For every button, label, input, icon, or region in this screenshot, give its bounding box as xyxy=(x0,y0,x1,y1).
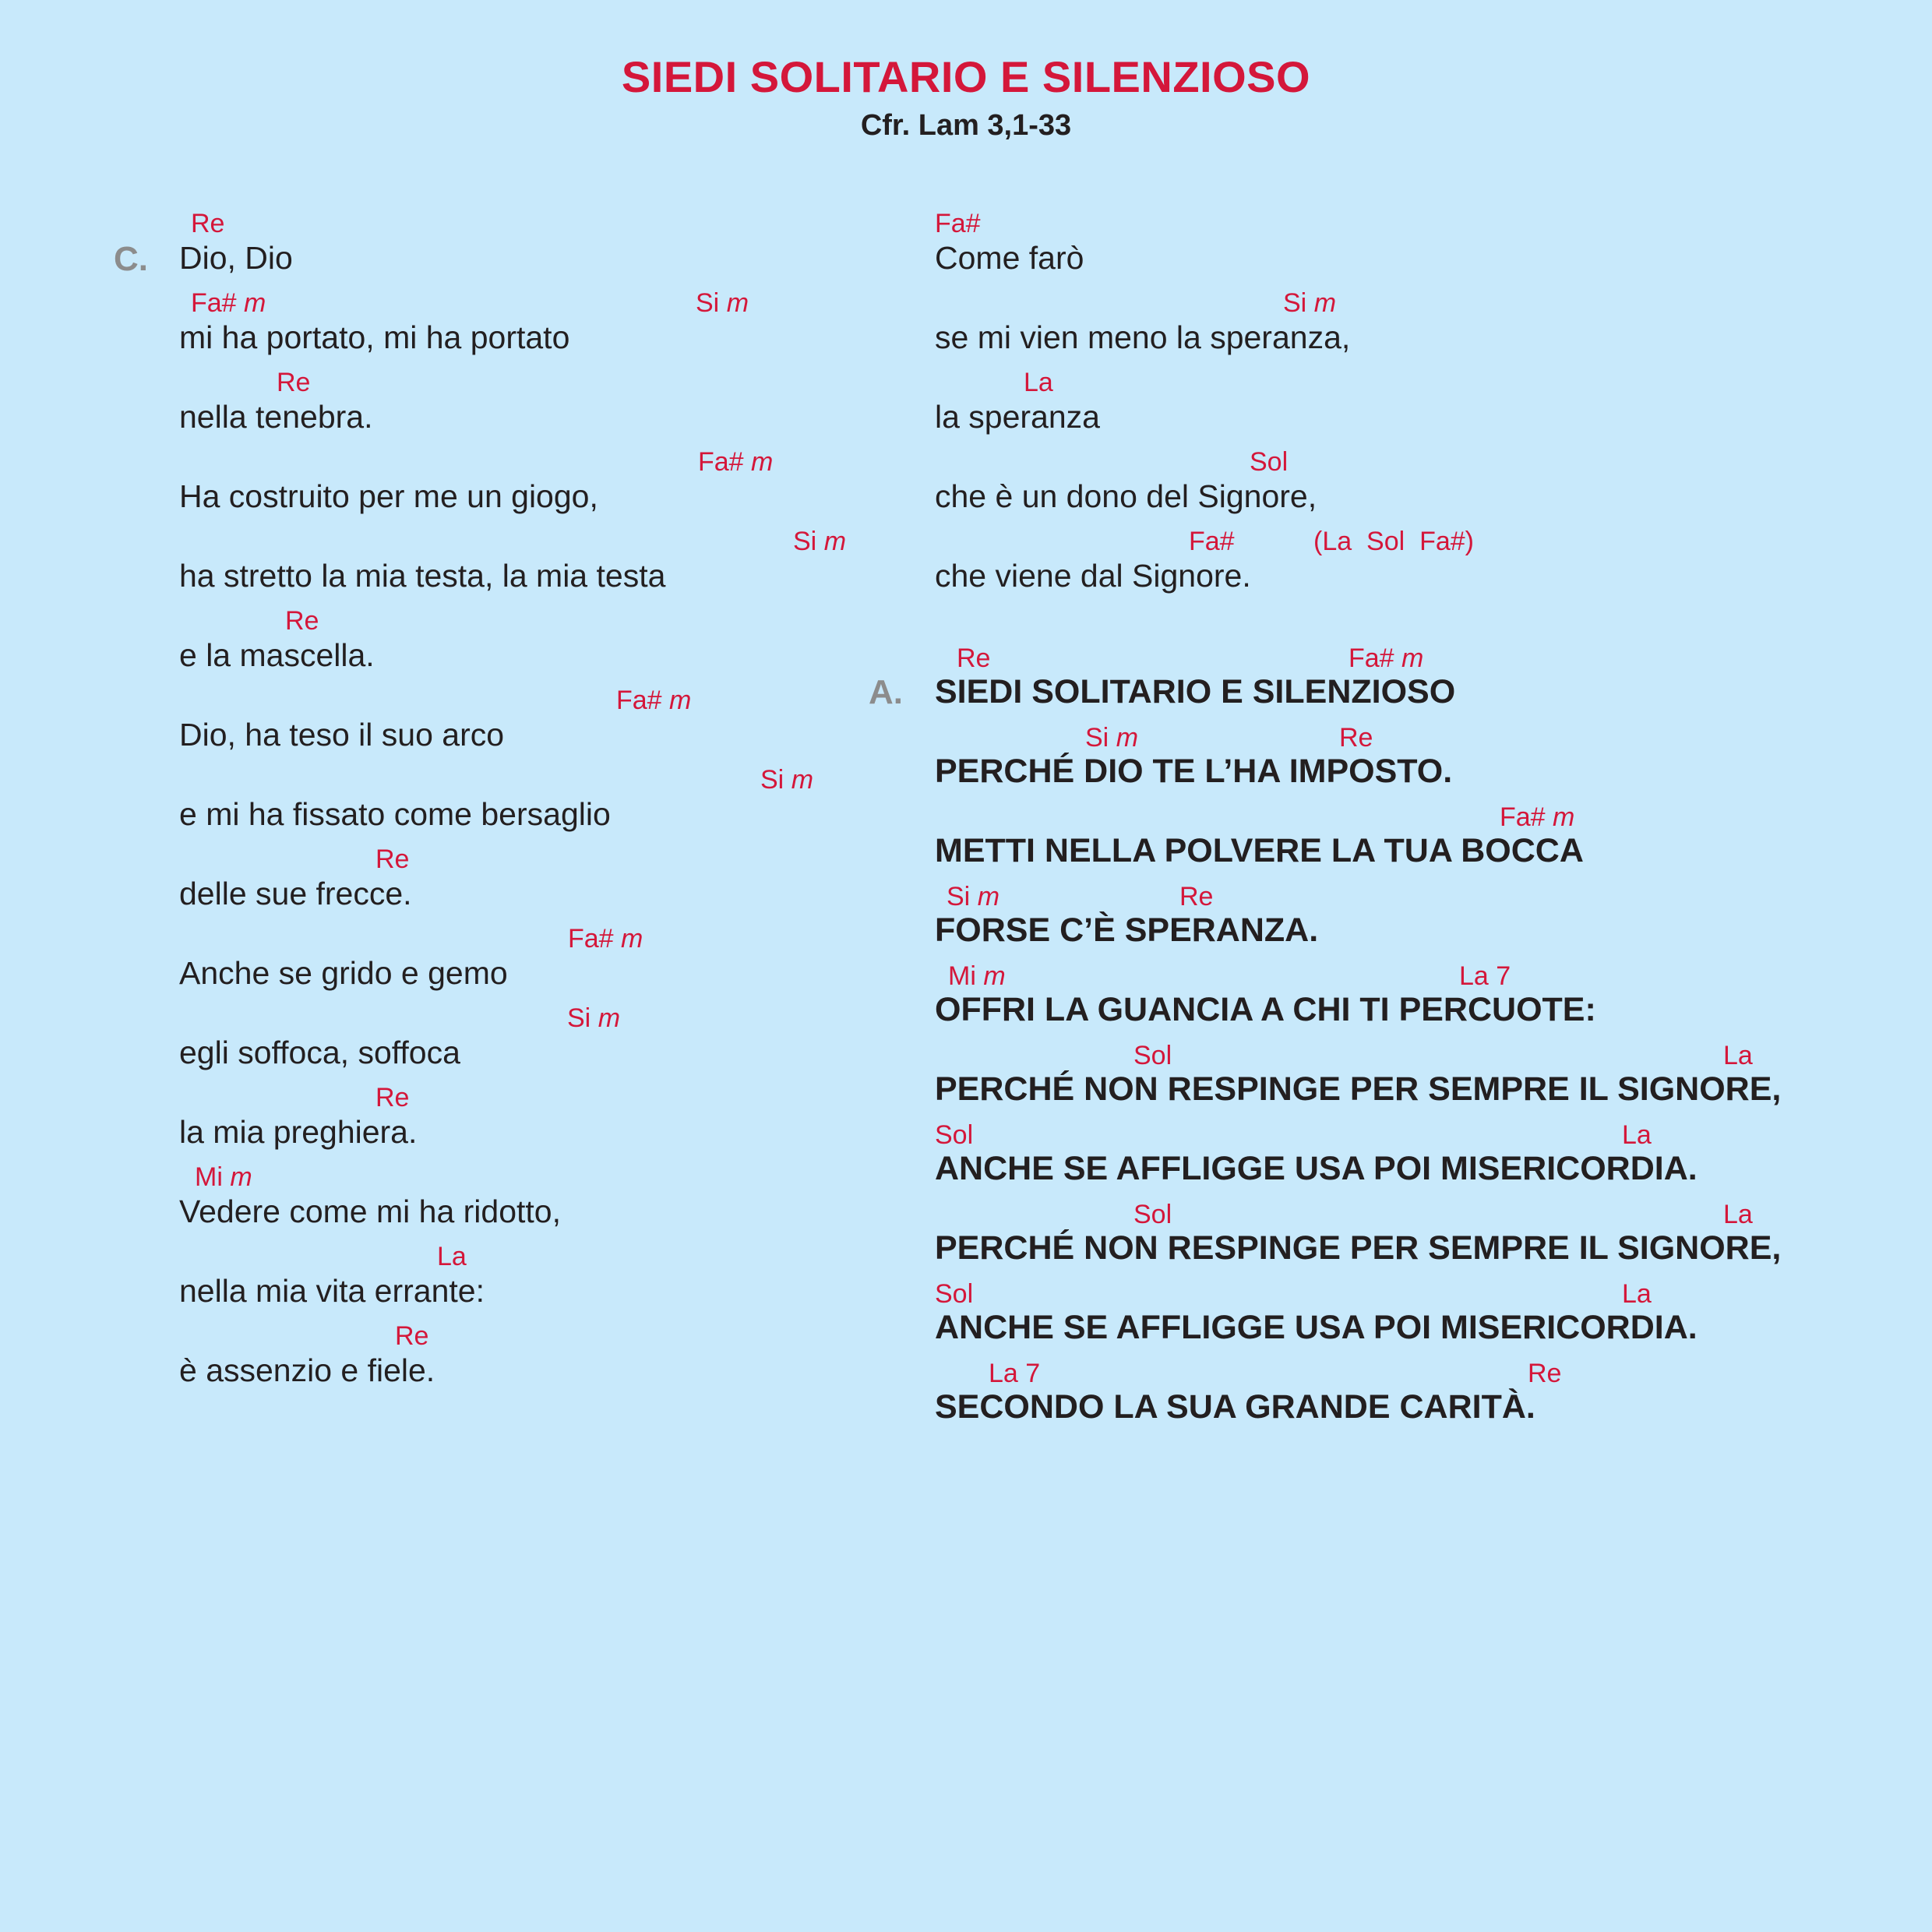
chord: Fa# m xyxy=(568,924,643,954)
chord: Si m xyxy=(760,765,814,795)
refrain-line: FORSE C’È SPERANZA. xyxy=(935,911,1319,949)
chord: Mi m xyxy=(948,961,1006,991)
chord: Sol xyxy=(935,1120,974,1150)
chord: Sol xyxy=(935,1279,974,1309)
chord: Re xyxy=(395,1321,429,1351)
lyric-line: la mia preghiera. xyxy=(179,1114,418,1150)
chord: Re xyxy=(375,844,410,874)
assembly-marker: A. xyxy=(869,673,903,711)
lyric-line: Dio, Dio xyxy=(179,240,293,276)
refrain-line: OFFRI LA GUANCIA A CHI TI PERCUOTE: xyxy=(935,991,1596,1028)
refrain-line: PERCHÉ NON RESPINGE PER SEMPRE IL SIGNORE, xyxy=(935,1070,1782,1108)
refrain-line: SIEDI SOLITARIO E SILENZIOSO xyxy=(935,673,1456,710)
chord: Re xyxy=(277,368,311,397)
chord: La xyxy=(1723,1041,1753,1070)
lyric-line: mi ha portato, mi ha portato xyxy=(179,319,570,355)
chord: Re xyxy=(191,209,225,238)
lyric-line: Anche se grido e gemo xyxy=(179,955,508,991)
chord: Re xyxy=(1528,1359,1562,1388)
refrain-line: SECONDO LA SUA GRANDE CARITÀ. xyxy=(935,1388,1535,1426)
lyric-line: Come farò xyxy=(935,240,1084,276)
refrain-line: ANCHE SE AFFLIGGE USA POI MISERICORDIA. xyxy=(935,1150,1698,1187)
chord: Si m xyxy=(1283,288,1337,318)
cantor-marker: C. xyxy=(114,240,148,278)
chord: Mi m xyxy=(195,1162,252,1192)
chord: Si m xyxy=(1085,723,1139,753)
refrain-line: PERCHÉ DIO TE L’HA IMPOSTO. xyxy=(935,753,1453,790)
chord: Fa# xyxy=(935,209,981,238)
chord: Re xyxy=(375,1083,410,1112)
chord: Fa# xyxy=(1189,527,1235,556)
lyric-line: Ha costruito per me un giogo, xyxy=(179,478,598,514)
chord: La 7 xyxy=(989,1359,1041,1388)
chord: Re xyxy=(957,643,991,673)
lyric-line: egli soffoca, soffoca xyxy=(179,1035,460,1070)
lyric-line: Dio, ha teso il suo arco xyxy=(179,717,505,753)
chord: Re xyxy=(1179,882,1214,911)
scripture-reference: Cfr. Lam 3,1-33 xyxy=(860,109,1072,142)
chord: Fa# m xyxy=(191,288,266,318)
chord: Fa# m xyxy=(616,686,692,715)
refrain-line: ANCHE SE AFFLIGGE USA POI MISERICORDIA. xyxy=(935,1309,1698,1346)
lyric-line: e la mascella. xyxy=(179,637,375,673)
lyric-line: se mi vien meno la speranza, xyxy=(935,319,1351,355)
chord: Fa# m xyxy=(698,447,774,477)
chord: Si m xyxy=(793,527,847,556)
song-title: SIEDI SOLITARIO E SILENZIOSO xyxy=(621,52,1311,101)
lyric-line: nella mia vita errante: xyxy=(179,1273,485,1309)
lyric-line: nella tenebra. xyxy=(179,399,373,435)
refrain-line: PERCHÉ NON RESPINGE PER SEMPRE IL SIGNORE, xyxy=(935,1229,1782,1267)
chord: Re xyxy=(285,606,319,636)
chord: Sol xyxy=(1133,1200,1172,1229)
chord: Sol xyxy=(1250,447,1289,477)
chord: Si m xyxy=(947,882,1000,911)
chord: La xyxy=(1024,368,1053,397)
chord: Si m xyxy=(567,1003,621,1033)
refrain-line: METTI NELLA POLVERE LA TUA BOCCA xyxy=(935,832,1584,869)
chord: Re xyxy=(1339,723,1373,753)
lyric-line: che è un dono del Signore, xyxy=(935,478,1317,514)
lyric-line: e mi ha fissato come bersaglio xyxy=(179,796,611,832)
chord-sequence: (La Sol Fa#) xyxy=(1313,527,1474,556)
chord: La xyxy=(1622,1279,1652,1309)
chord: La 7 xyxy=(1459,961,1511,991)
lyric-line: è assenzio e fiele. xyxy=(179,1352,435,1388)
lyric-line: la speranza xyxy=(935,399,1100,435)
lyric-line: ha stretto la mia testa, la mia testa xyxy=(179,558,666,594)
chord: Fa# m xyxy=(1500,802,1575,832)
chord: La xyxy=(1723,1200,1753,1229)
chord: Fa# m xyxy=(1349,643,1424,673)
chord: Sol xyxy=(1133,1041,1172,1070)
lyric-line: che viene dal Signore. xyxy=(935,558,1251,594)
lyric-line: delle sue frecce. xyxy=(179,876,412,911)
chord: La xyxy=(437,1242,467,1271)
chord: La xyxy=(1622,1120,1652,1150)
lyric-line: Vedere come mi ha ridotto, xyxy=(179,1193,561,1229)
chord: Si m xyxy=(696,288,749,318)
